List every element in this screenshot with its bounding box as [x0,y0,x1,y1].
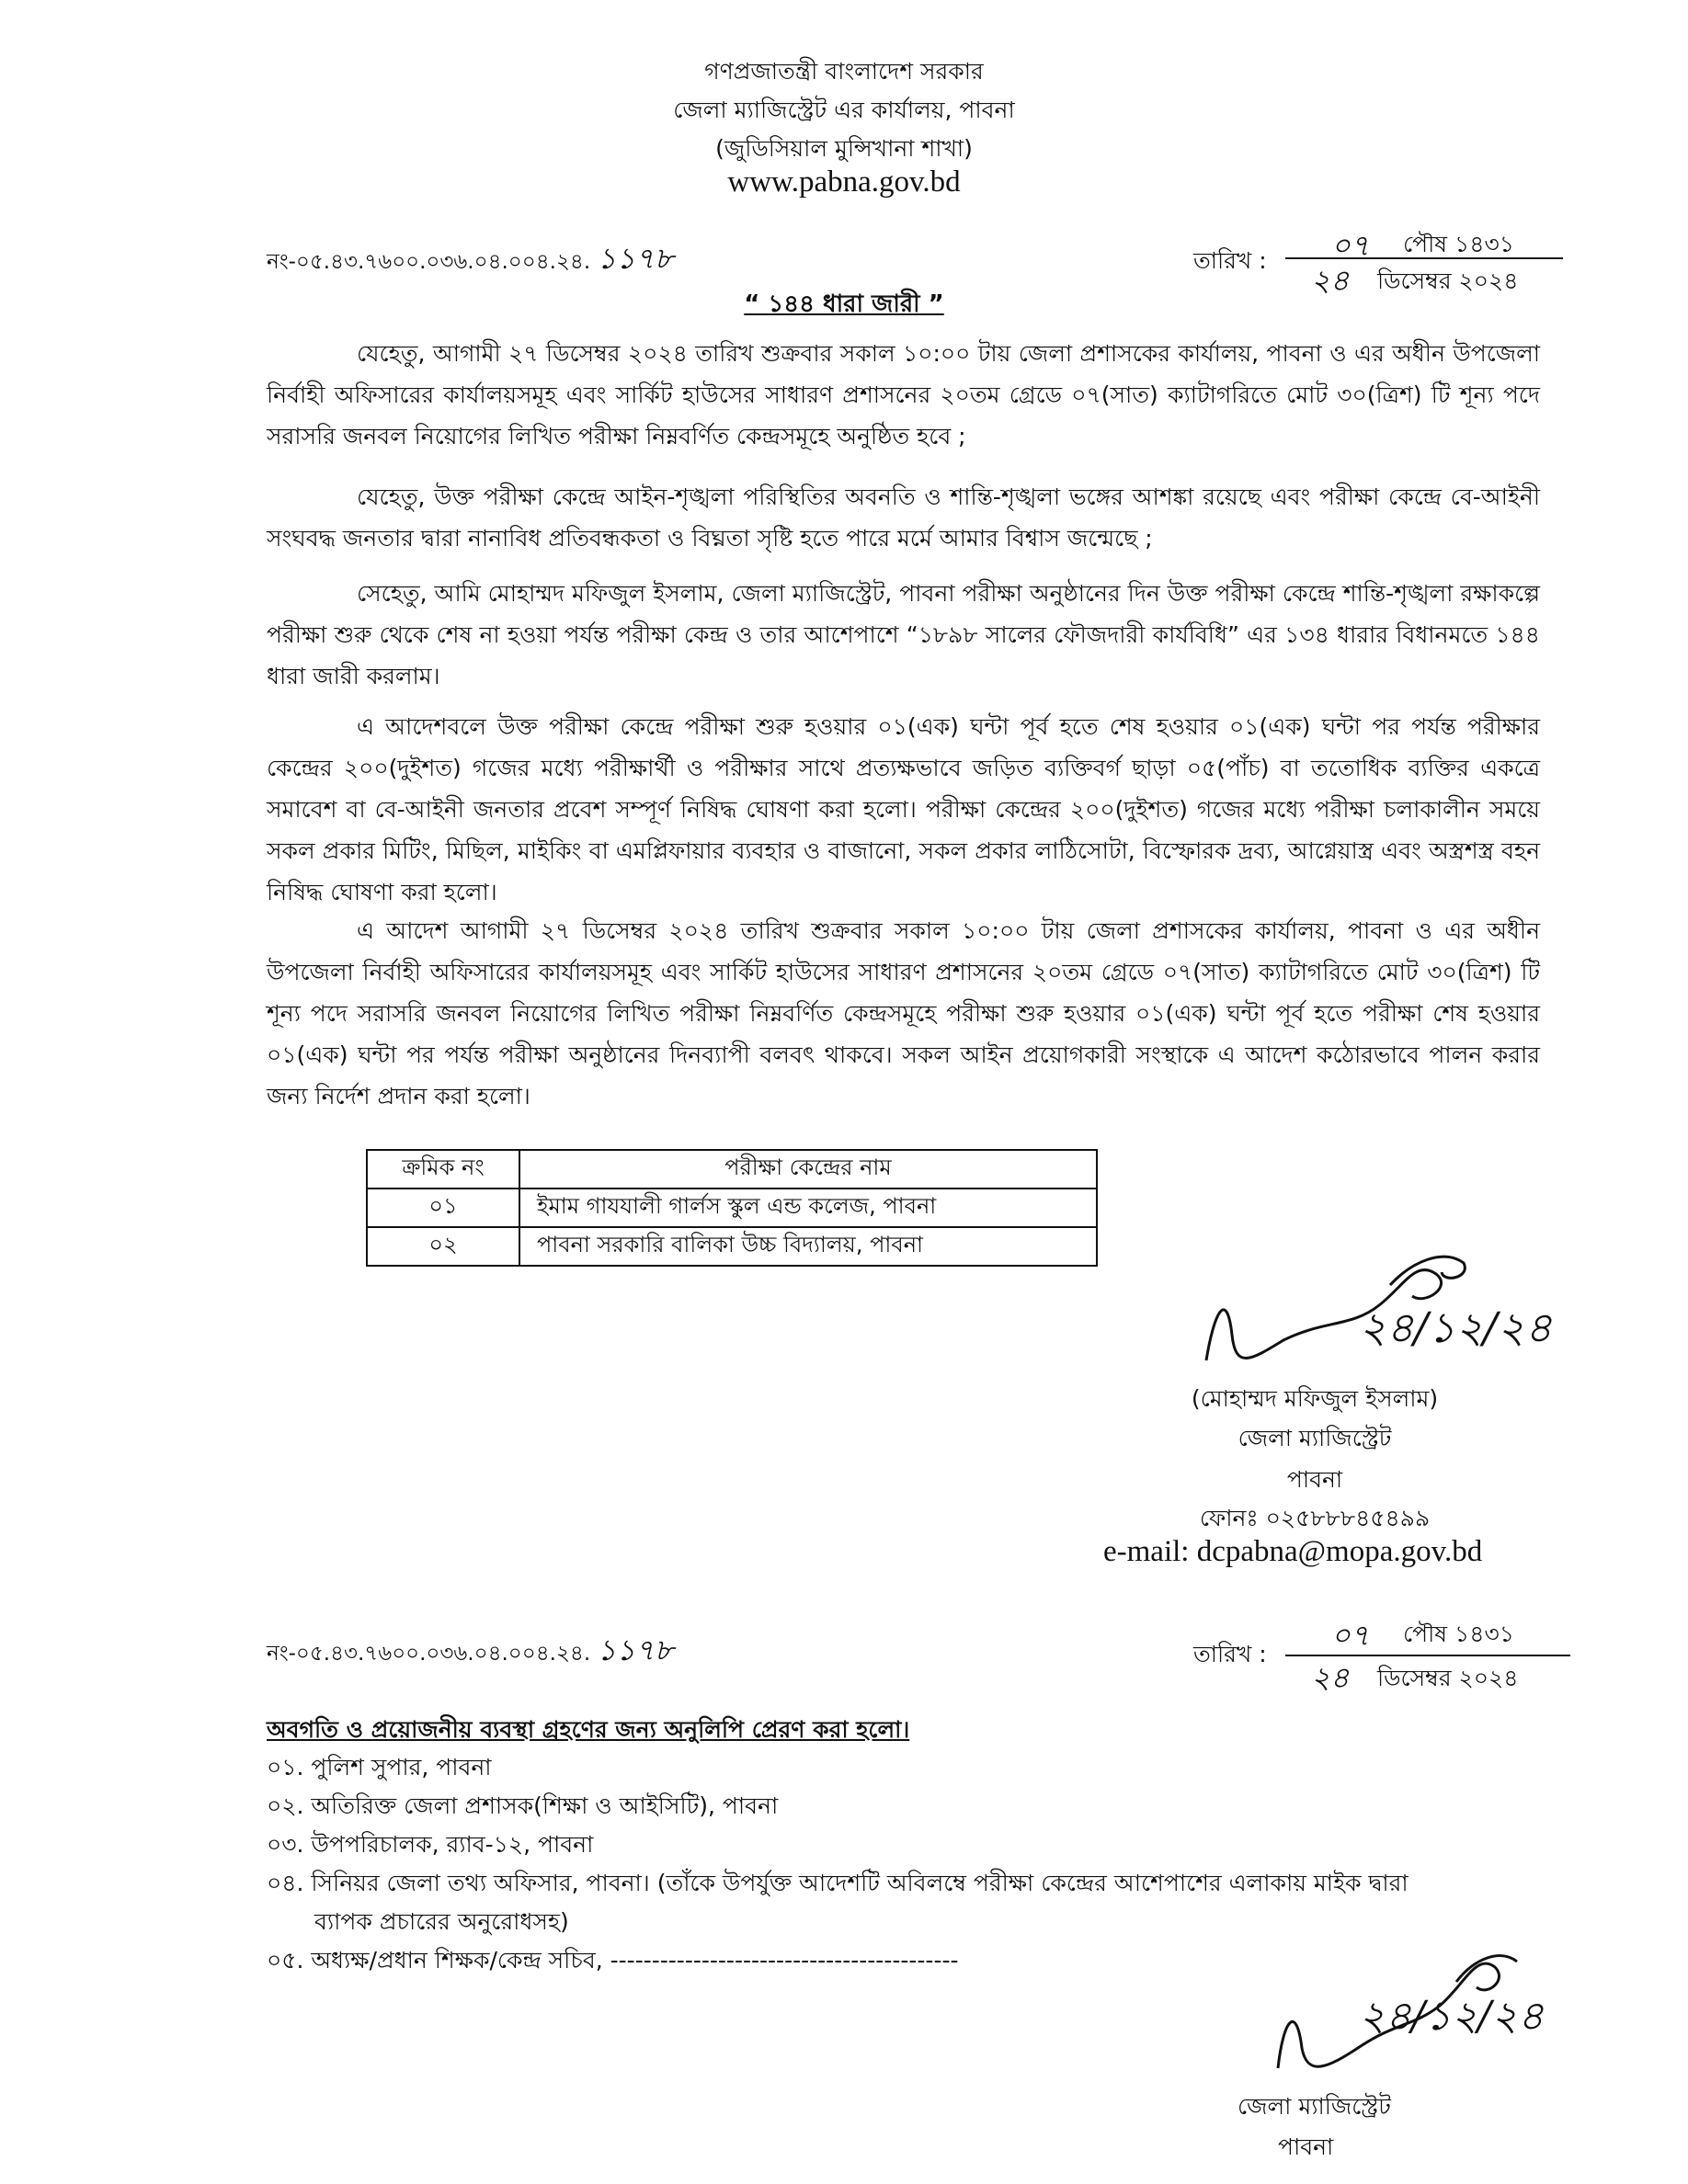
table-cell-center-name: ইমাম গাযযালী গার্লস স্কুল এন্ড কলেজ, পাবনা [519,1189,1097,1227]
signatory-name: (মোহাম্মদ মফিজুল ইসলাম) [1191,1385,1439,1412]
copy-date-english-day: ২৪ [1311,1660,1350,1695]
date-bangla-day: ০৭ [1331,228,1370,263]
memo-number-text: নং-০৫.৪৩.৭৬০০.০৩৬.০৪.০০৪.২৪. [267,250,591,274]
paragraph-2: যেহেতু, উক্ত পরীক্ষা কেন্দ্রে আইন-শৃঙ্খলা পরিস্থিতির অবনতি ও শান্তি-শৃঙ্খলা ভঙ্গের আশঙ্কা রয়েছে এবং পরীক্ষা কেন্দ্রে বে-আইনী সংঘবদ্ধ জনতার দ্বারা নানাবিধ প্রতিবন্ধকতা ও বিঘ্নতা সৃষ্টি হতে পারে মর্মে আমার বিশ্বাস জন্মেছে ; [267,483,1540,552]
table-cell-serial: ০১ [367,1189,519,1227]
paragraph-4: এ আদেশবলে উক্ত পরীক্ষা কেন্দ্রে পরীক্ষা শুরু হওয়ার ০১(এক) ঘন্টা পূর্ব হতে শেষ হওয়ার ০১(এক) ঘন্টা পর পর্যন্ত পরীক্ষার কেন্দ্রের ২০০(দুইশত) গজের মধ্যে পরীক্ষার্থী ও পরীক্ষার সাথে প্রত্যক্ষভাবে জড়িত ব্যক্তিবর্গ ছাড়া ০৫(পাঁচ) বা ততোধিক ব্যক্তির একত্রে সমাবেশ বা বে-আইনী জনতার প্রবেশ সম্পূর্ণ নিষিদ্ধ ঘোষণা করা হলো। পরীক্ষা কেন্দ্রের ২০০(দুইশত) গজের মধ্যে পরীক্ষা চলাকালীন সময়ে সকল প্রকার মিটিং, মিছিল, মাইকিং বা এমপ্লিফায়ার ব্যবহার ও বাজানো, সকল প্রকার লাঠিসোটা, বিস্ফোরক দ্রব্য, আগ্নেয়াস্ত্র এবং অস্ত্রশস্ত্র বহন নিষিদ্ধ ঘোষণা করা হলো। [267,713,1540,905]
copy-item: ০১. পুলিশ সুপার, পাবনা [267,1754,492,1780]
paragraph-5: এ আদেশ আগামী ২৭ ডিসেম্বর ২০২৪ তারিখ শুক্রবার সকাল ১০:০০ টায় জেলা প্রশাসকের কার্যালয়, পাবনা ও এর অধীন উপজেলা নির্বাহী অফিসারের কার্যালয়সমূহ এবং সার্কিট হাউসের সাধারণ প্রশাসনের ২০তম গ্রেডে ০৭(সাত) ক্যাটাগরিতে মোট ৩০(ত্রিশ) টি শূন্য পদে সরাসরি জনবল নিয়োগের লিখিত পরীক্ষা নিম্নবর্ণিত কেন্দ্রসমূহে পরীক্ষা শুরু হওয়ার ০১(এক) ঘন্টা পূর্ব হতে পরীক্ষা শেষ হওয়ার ০১(এক) ঘন্টা পর পর্যন্ত পরীক্ষা অনুষ্ঠানের দিনব্যাপী বলবৎ থাকবে। সকল আইন প্রয়োগকারী সংস্থাকে এ আদেশ কঠোরভাবে পালন করার জন্য নির্দেশ প্রদান করা হলো। [267,917,1540,1109]
table-cell-serial: ০২ [367,1227,519,1266]
copy-item: ০৫. অধ্যক্ষ/প্রধান শিক্ষক/কেন্দ্র সচিব, ------------------------------------------ [267,1947,959,1974]
column-header-center-name: পরীক্ষা কেন্দ্রের নাম [519,1150,1097,1189]
signatory2-district: পাবনা [1278,2133,1334,2160]
header-website: www.pabna.gov.bd [727,165,961,199]
copy-item-text: ০৪. সিনিয়র জেলা তথ্য অফিসার, পাবনা। (তাঁকে উপর্যুক্ত আদেশটি অবিলম্বে পরীক্ষা কেন্দ্রের আশেপাশের এলাকায় মাইক দ্বারা [267,1870,1409,1896]
column-header-serial: ক্রমিক নং [367,1150,519,1189]
copy-date-label: তারিখ : [1193,1641,1267,1667]
date-english-month-year: ডিসেম্বর ২০২৪ [1377,267,1519,294]
order-title: “ ১৪৪ ধারা জারী ” [744,290,944,318]
signature-handwritten-date: ২৪/১২/২৪ [1359,1302,1553,1352]
copy-item: ০৩. উপপরিচালক, র‍্যাব-১২, পাবনা [267,1831,594,1858]
signatory-phone: ফোনঃ ০২৫৮৮৮৪৫৪৯৯ [1199,1505,1431,1531]
exam-centers-table [366,1149,1098,1267]
copy-date [1193,1618,1561,1695]
copy-memo-handwritten-number: ১১৭৮ [597,1632,674,1667]
header-government: গণপ্রজাতন্ত্রী বাংলাদেশ সরকার [704,58,984,85]
paragraph-1: যেহেতু, আগামী ২৭ ডিসেম্বর ২০২৪ তারিখ শুক্রবার সকাল ১০:০০ টায় জেলা প্রশাসকের কার্যালয়, পাবনা ও এর অধীন উপজেলা নির্বাহী অফিসারের কার্যালয়সমূহ এবং সার্কিট হাউসের সাধারণ প্রশাসনের ২০তম গ্রেডে ০৭(সাত) ক্যাটাগরিতে মোট ৩০(ত্রিশ) টি শূন্য পদে সরাসরি জনবল নিয়োগের লিখিত পরীক্ষা নিম্নবর্ণিত কেন্দ্রসমূহে অনুষ্ঠিত হবে ; [267,340,1540,449]
table-row [367,1227,1097,1266]
memo-date [1193,228,1561,298]
copy-date-english-month-year: ডিসেম্বর ২০২৪ [1377,1665,1519,1691]
copy-date-bangla-month-year: পৌষ ১৪৩১ [1403,1621,1514,1647]
memo-number [267,235,674,285]
copy-item-continuation: ব্যাপক প্রচারের অনুরোধসহ) [314,1908,569,1935]
signature2-handwritten-date: ২৪/১২/২৪ [1359,1993,1545,2040]
table-header-row [367,1150,1097,1189]
table-cell-center-name: পাবনা সরকারি বালিকা উচ্চ বিদ্যালয়, পাবনা [519,1227,1097,1266]
header-office: জেলা ম্যাজিস্ট্রেট এর কার্যালয়, পাবনা [673,97,1015,123]
copy-date-bangla-day: ০৭ [1331,1618,1370,1653]
date-label: তারিখ : [1193,247,1267,274]
table-row [367,1189,1097,1227]
signatory-district: পাবনা [1286,1466,1343,1493]
copy-memo-number [267,1627,674,1677]
memo-handwritten-number: ১১৭৮ [597,241,674,276]
header-branch: (জুডিসিয়াল মুন্সিখানা শাখা) [715,135,973,162]
copy-item: ০২. অতিরিক্ত জেলা প্রশাসক(শিক্ষা ও আইসিটি), পাবনা [267,1792,779,1819]
signatory-designation: জেলা ম্যাজিস্ট্রেট [1237,1425,1392,1451]
signatory2-designation: জেলা ম্যাজিস্ট্রেট [1237,2093,1391,2120]
paragraph-3: সেহেতু, আমি মোহাম্মদ মফিজুল ইসলাম, জেলা ম্যাজিস্ট্রেট, পাবনা পরীক্ষা অনুষ্ঠানের দিন উক্ত পরীক্ষা কেন্দ্রে শান্তি-শৃঙ্খলা রক্ষাকল্পে পরীক্ষা শুরু থেকে শেষ না হওয়া পর্যন্ত পরীক্ষা কেন্দ্র ও তার আশেপাশে “১৮৯৮ সালের ফৌজদারী কার্যবিধি” এর ১৩৪ ধারার বিধানমতে ১৪৪ ধারা জারী করলাম। [267,580,1540,689]
date-bangla-month-year: পৌষ ১৪৩১ [1403,231,1514,257]
signatory-email: e-mail: dcpabna@mopa.gov.bd [1103,1535,1483,1568]
copy-memo-number-text: নং-০৫.৪৩.৭৬০০.০৩৬.০৪.০০৪.২৪. [267,1642,591,1666]
copy-heading: অবগতি ও প্রয়োজনীয় ব্যবস্থা গ্রহণের জন্য অনুলিপি প্রেরণ করা হলো। [267,1716,910,1743]
date-english-day: ২৪ [1311,263,1350,298]
